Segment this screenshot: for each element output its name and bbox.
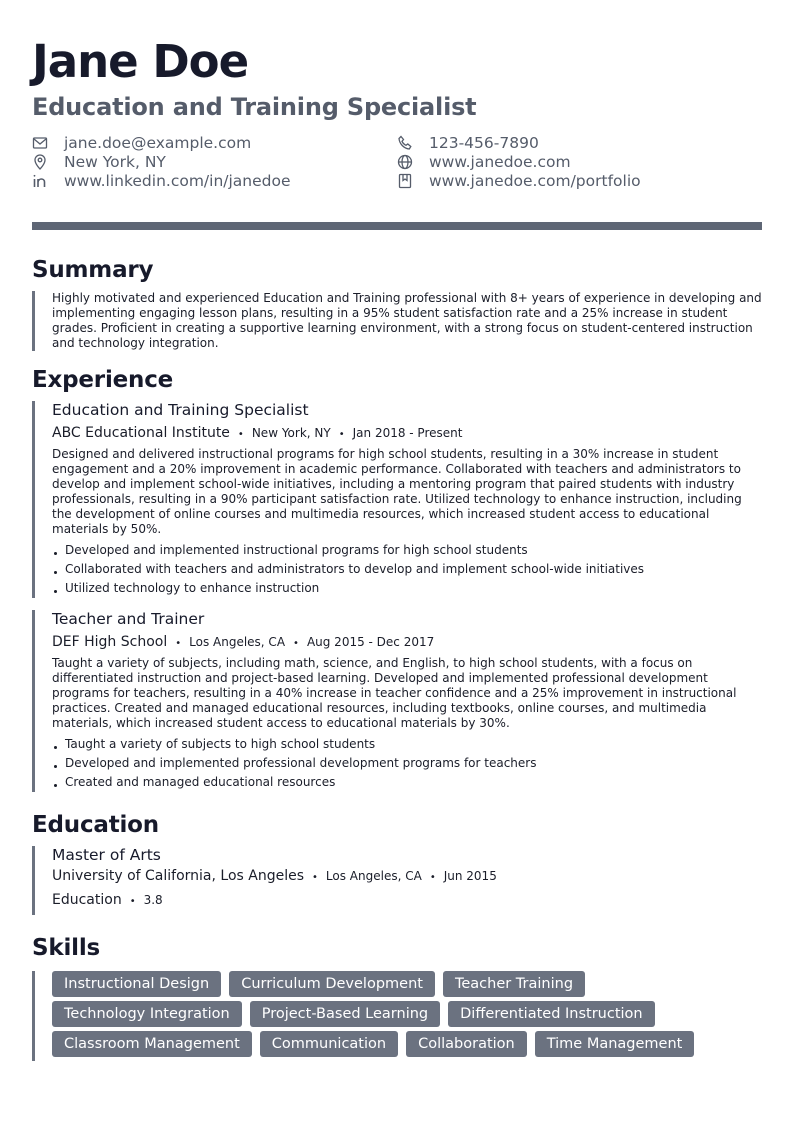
bookmark-book-icon <box>397 173 413 189</box>
job-meta <box>52 632 762 654</box>
website-text: www.janedoe.com <box>429 153 571 171</box>
map-pin-icon <box>32 154 48 170</box>
bullet-item: Developed and implemented professional development programs for teachers <box>52 754 762 773</box>
portfolio-text: www.janedoe.com/portfolio <box>429 172 641 190</box>
phone-text: 123-456-7890 <box>429 134 539 152</box>
skill-chip: Collaboration <box>406 1031 527 1057</box>
job-title: Teacher and Trainer <box>52 610 205 628</box>
skill-chip: Teacher Training <box>443 971 585 997</box>
contact-info <box>32 134 762 190</box>
company-name: DEF High School <box>52 634 168 650</box>
job-location: Los Angeles, CA <box>189 635 286 649</box>
separator-dot: • <box>129 896 136 907</box>
skill-chip: Curriculum Development <box>229 971 435 997</box>
bullet-item: Created and managed educational resources <box>52 773 762 792</box>
skill-chip: Technology Integration <box>52 1001 242 1027</box>
bullet-item: Utilized technology to enhance instruction <box>52 579 762 598</box>
skills-list <box>32 971 742 1061</box>
job-bullets <box>52 541 762 598</box>
location-text: New York, NY <box>64 153 166 171</box>
separator-dot: • <box>429 872 436 883</box>
skill-chip: Time Management <box>535 1031 695 1057</box>
contact-location <box>32 153 397 171</box>
job-meta <box>52 423 762 445</box>
job-title-headline: Education and Training Specialist <box>32 93 477 121</box>
header-divider <box>32 222 762 230</box>
contact-portfolio[interactable] <box>397 172 762 190</box>
contact-email[interactable] <box>32 134 397 152</box>
separator-dot: • <box>237 429 244 440</box>
education-section <box>32 810 762 915</box>
separator-dot: • <box>312 872 318 883</box>
skill-chip: Project-Based Learning <box>250 1001 440 1027</box>
graduation-date: Jun 2015 <box>443 869 497 883</box>
summary-heading: Summary <box>32 257 154 283</box>
experience-heading: Experience <box>32 367 174 393</box>
experience-section <box>32 365 762 792</box>
job-entry <box>32 401 762 598</box>
summary-text: Highly motivated and experienced Education and Training professional with 8+ years of experience in developing and implementing engaging lesson plans, resulting in a 95% student satisfaction rate and a 25% increase in student grades. Proficient in creating a supportive learning environment, with a strong focus on student-centered instruction and technology integration. <box>32 291 762 351</box>
skill-chip: Instructional Design <box>52 971 221 997</box>
skills-heading: Skills <box>32 935 101 961</box>
education-entry <box>32 846 762 915</box>
globe-icon <box>397 154 413 170</box>
contact-linkedin[interactable] <box>32 172 397 190</box>
skill-chip: Classroom Management <box>52 1031 252 1057</box>
education-meta <box>52 865 762 889</box>
job-entry <box>32 610 762 792</box>
job-bullets <box>52 735 762 792</box>
skills-section <box>32 933 762 1061</box>
candidate-name: Jane Doe <box>32 35 249 88</box>
linkedin-text: www.linkedin.com/in/janedoe <box>64 172 291 190</box>
summary-section <box>32 255 762 351</box>
job-dates: Jan 2018 - Present <box>352 426 463 440</box>
field-of-study: Education <box>52 892 122 908</box>
envelope-icon <box>32 135 48 151</box>
company-name: ABC Educational Institute <box>52 425 230 441</box>
bullet-item: Taught a variety of subjects to high school students <box>52 735 762 754</box>
bullet-item: Developed and implemented instructional programs for high school students <box>52 541 762 560</box>
separator-dot: • <box>293 638 299 649</box>
job-title: Education and Training Specialist <box>52 401 309 419</box>
skill-chip: Communication <box>260 1031 398 1057</box>
contact-website[interactable] <box>397 153 762 171</box>
education-field-row <box>52 889 762 913</box>
phone-icon <box>397 135 413 151</box>
separator-dot: • <box>175 638 182 649</box>
skill-chip: Differentiated Instruction <box>448 1001 654 1027</box>
job-description: Taught a variety of subjects, including math, science, and English, to high school students, with a focus on differentiated instruction and project-based learning. Developed and implemented professional development programs for teachers, resulting in a 40% increase in teacher confidence and a 25% improvement in instructional practices. Created and managed educational resources, including textbooks, online courses, and multimedia materials, which increased student access to educational materials by 30%. <box>52 656 737 730</box>
email-text: jane.doe@example.com <box>64 134 252 152</box>
degree: Master of Arts <box>52 846 161 864</box>
education-heading: Education <box>32 812 159 838</box>
bullet-item: Collaborated with teachers and administrators to develop and implement school-wide initiatives <box>52 560 762 579</box>
separator-dot: • <box>338 429 345 440</box>
contact-phone[interactable] <box>397 134 762 152</box>
job-dates: Aug 2015 - Dec 2017 <box>306 635 435 649</box>
linkedin-icon <box>32 173 48 189</box>
school-location: Los Angeles, CA <box>325 869 422 883</box>
job-location: New York, NY <box>251 426 331 440</box>
school-name: University of California, Los Angeles <box>52 868 305 884</box>
job-description: Designed and delivered instructional programs for high school students, resulting in a 30% increase in student engagement and a 20% improvement in academic performance. Collaborated with teachers and administrators to develop and implement school-wide initiatives, including a mentoring program that paired students with industry professionals, resulting in a 90% participant satisfaction rate. Utilized technology to enhance instruction, including the development of online courses and multimedia resources, which increased student access to educational materials by 50%. <box>52 447 742 536</box>
gpa: 3.8 <box>143 893 163 907</box>
